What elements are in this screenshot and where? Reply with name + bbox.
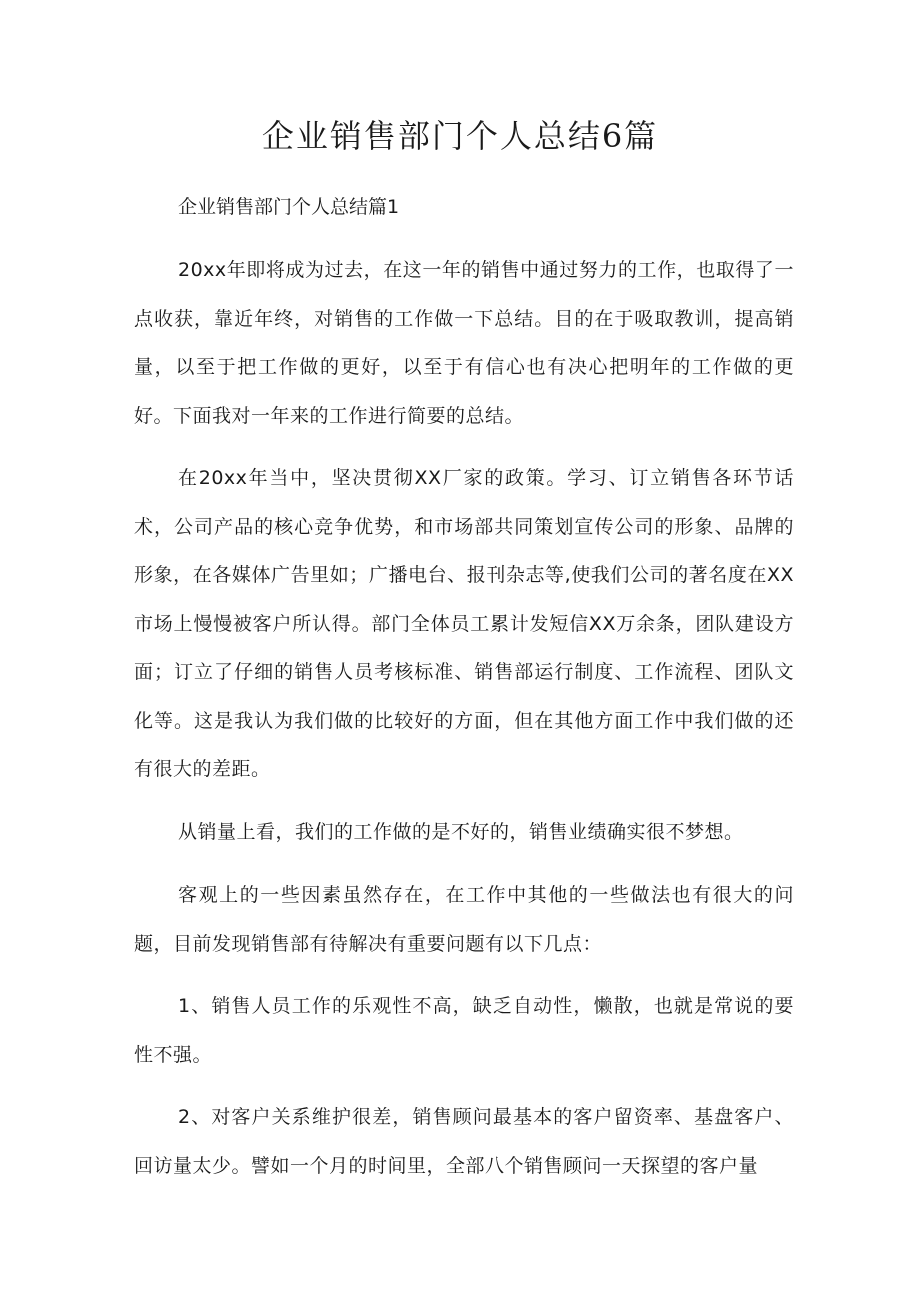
paragraph-problem-1: 1、销售人员工作的乐观性不高，缺乏自动性，懒散，也就是常说的要性不强。 [134,995,794,1066]
paragraph-intro: 20xx年即将成为过去，在这一年的销售中通过努力的工作，也取得了一点收获，靠近年终，对销售的工作做一下总结。目的在于吸取教训，提高销量，以至于把工作做的更好，以至于有信心也有决心把明年的工作做的更好。下面我对一年来的工作进行简要的总结。 [134,259,794,427]
document-title: 企业销售部门个人总结6篇 [261,117,659,155]
paragraph-sales-volume: 从销量上看，我们的工作做的是不好的，销售业绩确实很不梦想。 [178,821,744,843]
paragraph-problems-intro: 客观上的一些因素虽然存在，在工作中其他的一些做法也有很大的问题，目前发现销售部有待解决有重要问题有以下几点： [134,884,794,955]
section-heading: 企业销售部门个人总结篇1 [178,196,400,218]
paragraph-problem-2: 2、对客户关系维护很差，销售顾问最基本的客户留资率、基盘客户、回访量太少。譬如一个月的时间里，全部八个销售顾问一天探望的客户量 [134,1106,794,1177]
paragraph-achievements: 在20xx年当中，坚决贯彻XX厂家的政策。学习、订立销售各环节话术，公司产品的核心竞争优势，和市场部共同策划宣传公司的形象、品牌的形象，在各媒体广告里如；广播电台、报刊杂志等,使我们公司的著名度在XX市场上慢慢被客户所认得。部门全体员工累计发短信XX万余条，团队建设方面；订立了仔细的销售人员考核标准、销售部运行制度、工作流程、团队文化等。这是我认为我们做的比较好的方面，但在其他方面工作中我们做的还有很大的差距。 [134,467,794,780]
